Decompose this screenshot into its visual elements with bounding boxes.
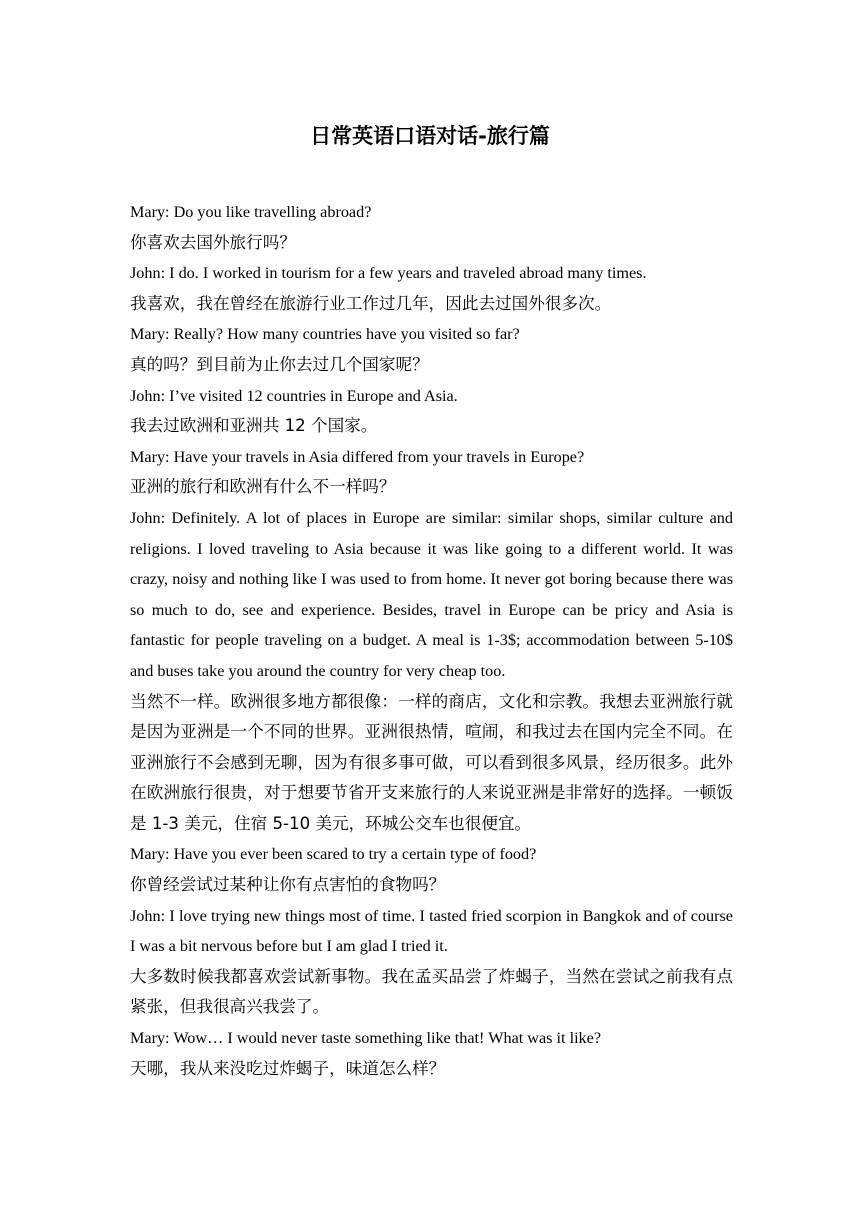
dialogue-line-zh: 你喜欢去国外旅行吗？ [130,232,296,252]
dialogue-line-zh: 亚洲的旅行和欧洲有什么不一样吗？ [130,477,396,497]
document-title: 日常英语口语对话-旅行篇 [310,124,550,148]
dialogue-line-en: Mary: Do you like travelling abroad? [130,203,372,221]
dialogue-body [130,197,733,1084]
dialogue-line-en: John: I love trying new things most of time. I tasted fried scorpion in Bangkok and of course I was a bit nervous before but I am glad I tried it. [130,906,733,956]
dialogue-line-zh: 真的吗？到目前为止你去过几个国家呢？ [130,354,429,374]
dialogue-line-en: John: I do. I worked in tourism for a few years and traveled abroad many times. [130,264,647,283]
dialogue-line-zh: 你曾经尝试过某种让你有点害怕的食物吗？ [130,875,446,895]
dialogue-line-zh: 当然不一样。欧洲很多地方都很像：一样的商店，文化和宗教。我想去亚洲旅行就是因为亚洲是一个不同的世界。亚洲很热情，喧闹，和我过去在国内完全不同。在亚洲旅行不会感到无聊，因为有很多事可做，可以看到很多风景，经历很多。此外在欧洲旅行很贵，对于想要节省开支来旅行的人来说亚洲是非常好的选择。一顿饭是 1-3 美元，住宿 5-10 美元，环城公交车也很便宜。 [130,691,733,833]
dialogue-line-en: Mary: Really? How many countries have you visited so far? [130,325,520,344]
dialogue-line-zh: 天哪，我从来没吃过炸蝎子，味道怎么样？ [130,1058,446,1078]
dialogue-line-zh: 我喜欢，我在曾经在旅游行业工作过几年，因此去过国外很多次。 [130,293,612,313]
dialogue-line-en: Mary: Wow… I would never taste something like that! What was it like? [130,1029,602,1048]
dialogue-line-en: Mary: Have you ever been scared to try a certain type of food? [130,845,537,864]
dialogue-line-en: John: Definitely. A lot of places in Europe are similar: similar shops, similar culture and religions. I loved traveling to Asia because it was like going to a different world. It was crazy, noisy and nothing like I was used to from home. It never got boring because there was so much to do, see and experience. Besides, travel in Europe can be pricy and Asia is fantastic for people traveling on a budget. A meal is 1-3$; accommodation between 5-10$ and buses take you around the country for very cheap too. [130,508,733,680]
dialogue-line-en: Mary: Have your travels in Asia differed from your travels in Europe? [130,447,585,466]
dialogue-line-zh: 我去过欧洲和亚洲共 12 个国家。 [130,416,378,436]
dialogue-line-en: John: I’ve visited 12 countries in Europe and Asia. [130,386,458,405]
dialogue-line-zh: 大多数时候我都喜欢尝试新事物。我在孟买品尝了炸蝎子，当然在尝试之前我有点紧张，但我很高兴我尝了。 [130,966,733,1017]
